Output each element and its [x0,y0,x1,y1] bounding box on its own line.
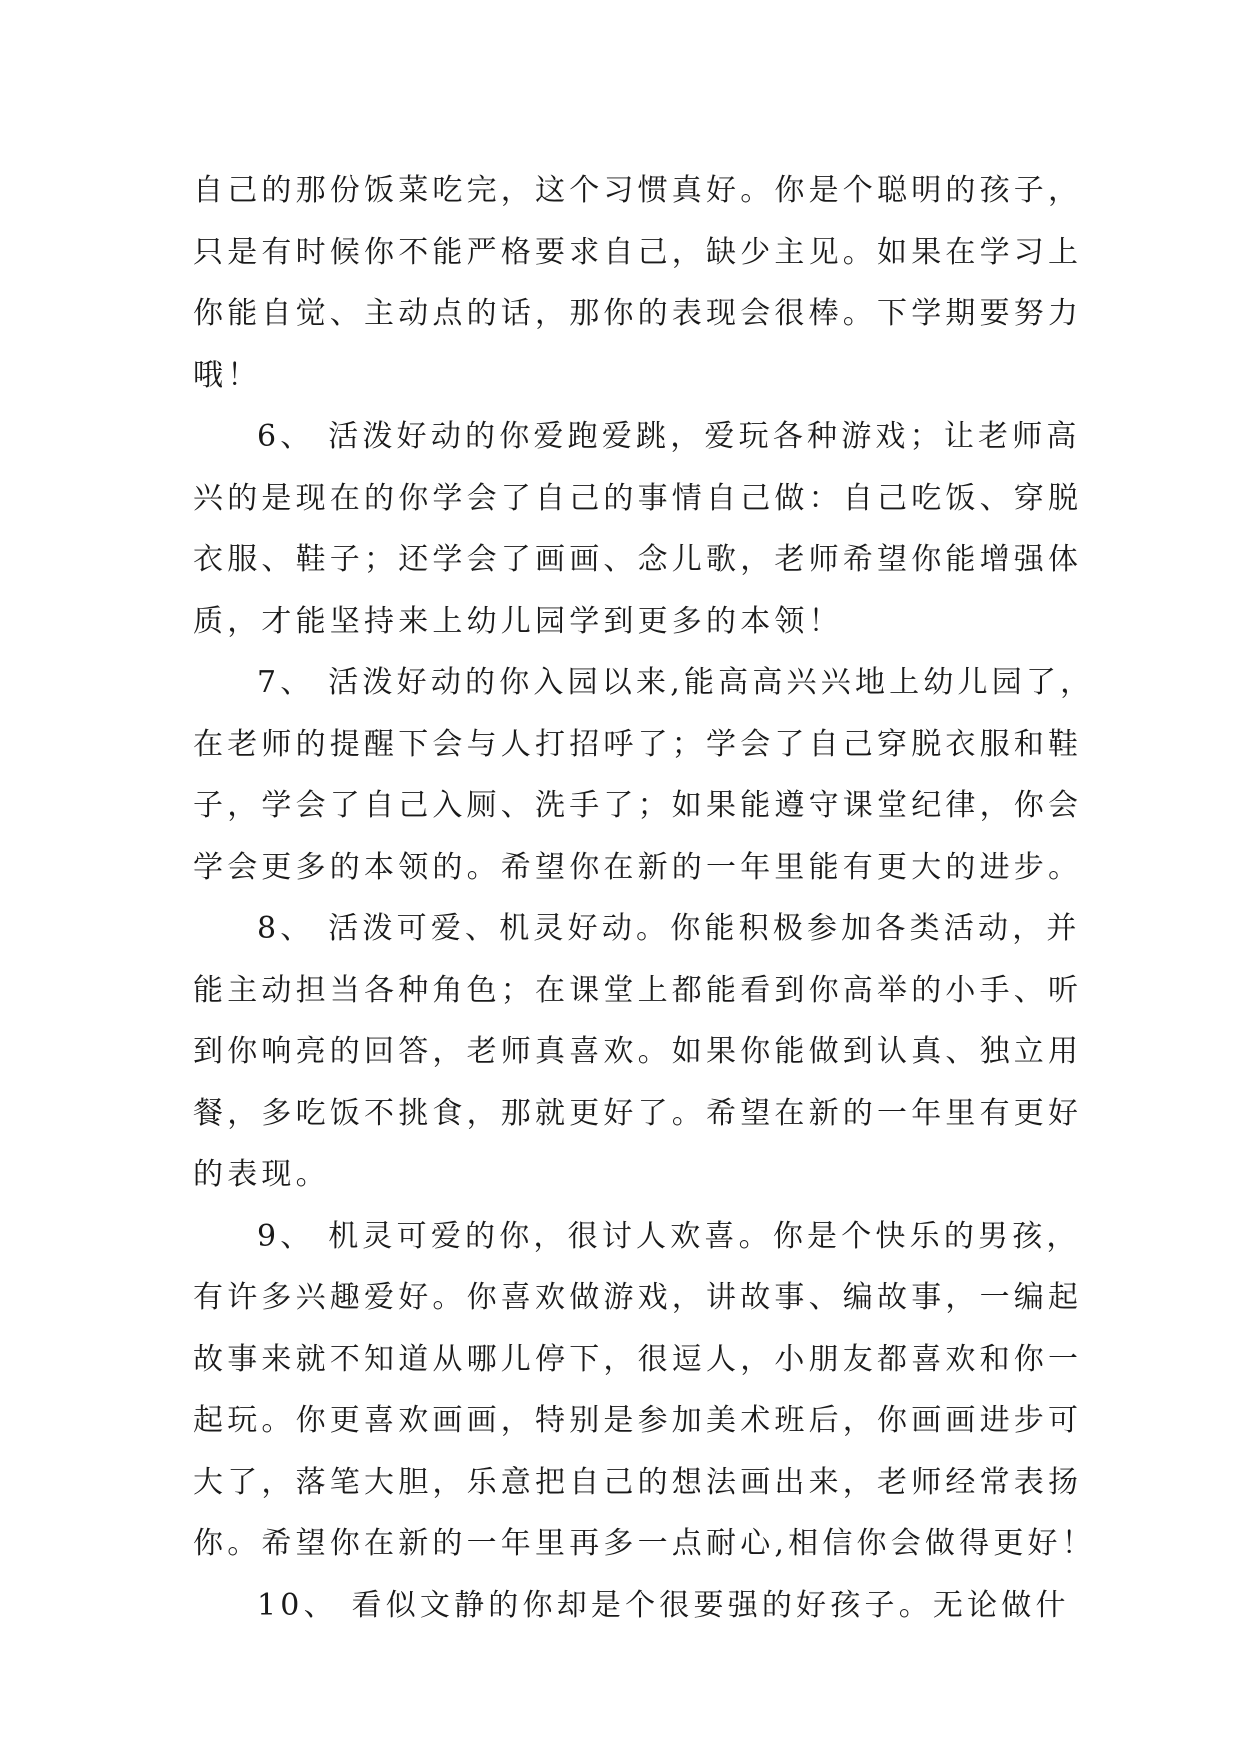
text-line: 衣服、鞋子；还学会了画画、念儿歌，老师希望你能增强体 [193,542,1083,577]
text-line: 能主动担当各种角色；在课堂上都能看到你高举的小手、听 [193,972,1083,1008]
paragraph-first-line: 8、 活泼可爱、机灵好动。你能积极参加各类活动，并 [257,911,1081,946]
paragraph-first-line: 10、 看似文静的你却是个很要强的好孩子。无论做什 [257,1587,1070,1623]
text-line: 子，学会了自己入厕、洗手了；如果能遵守课堂纪律，你会 [193,788,1083,823]
text-line: 你能自觉、主动点的话，那你的表现会很棒。下学期要努力 [193,296,1083,331]
text-line: 兴的是现在的你学会了自己的事情自己做：自己吃饭、穿脱 [193,480,1083,516]
text-line: 你。希望你在新的一年里再多一点耐心,相信你会做得更好！ [193,1526,1096,1561]
text-line: 质，才能坚持来上幼儿园学到更多的本领！ [193,603,843,639]
text-line: 哦！ [193,357,262,393]
paragraph-first-line: 6、 活泼好动的你爱跑爱跳，爱玩各种游戏；让老师高 [257,419,1081,454]
text-line: 大了，落笔大胆，乐意把自己的想法画出来，老师经常表扬 [193,1464,1083,1500]
document-body [193,160,1096,1636]
text-line: 自己的那份饭菜吃完，这个习惯真好。你是个聪明的孩子， [193,173,1083,208]
paragraph-first-line: 9、 机灵可爱的你，很讨人欢喜。你是个快乐的男孩， [257,1218,1081,1254]
text-line: 的表现。 [193,1157,330,1192]
text-line: 有许多兴趣爱好。你喜欢做游戏，讲故事、编故事，一编起 [193,1280,1083,1315]
text-line: 只是有时候你不能严格要求自己，缺少主见。如果在学习上 [193,234,1083,270]
text-line: 学会更多的本领的。希望你在新的一年里能有更大的进步。 [193,849,1083,885]
paragraph-first-line: 7、 活泼好动的你入园以来,能高高兴兴地上幼儿园了， [257,665,1095,700]
text-line: 到你响亮的回答，老师真喜欢。如果你能做到认真、独立用 [193,1034,1083,1069]
text-line: 故事来就不知道从哪儿停下，很逗人，小朋友都喜欢和你一 [193,1341,1083,1377]
text-line: 起玩。你更喜欢画画，特别是参加美术班后，你画画进步可 [193,1403,1083,1438]
text-line: 餐，多吃饭不挑食，那就更好了。希望在新的一年里有更好 [193,1095,1083,1131]
text-line: 在老师的提醒下会与人打招呼了；学会了自己穿脱衣服和鞋 [193,726,1083,762]
